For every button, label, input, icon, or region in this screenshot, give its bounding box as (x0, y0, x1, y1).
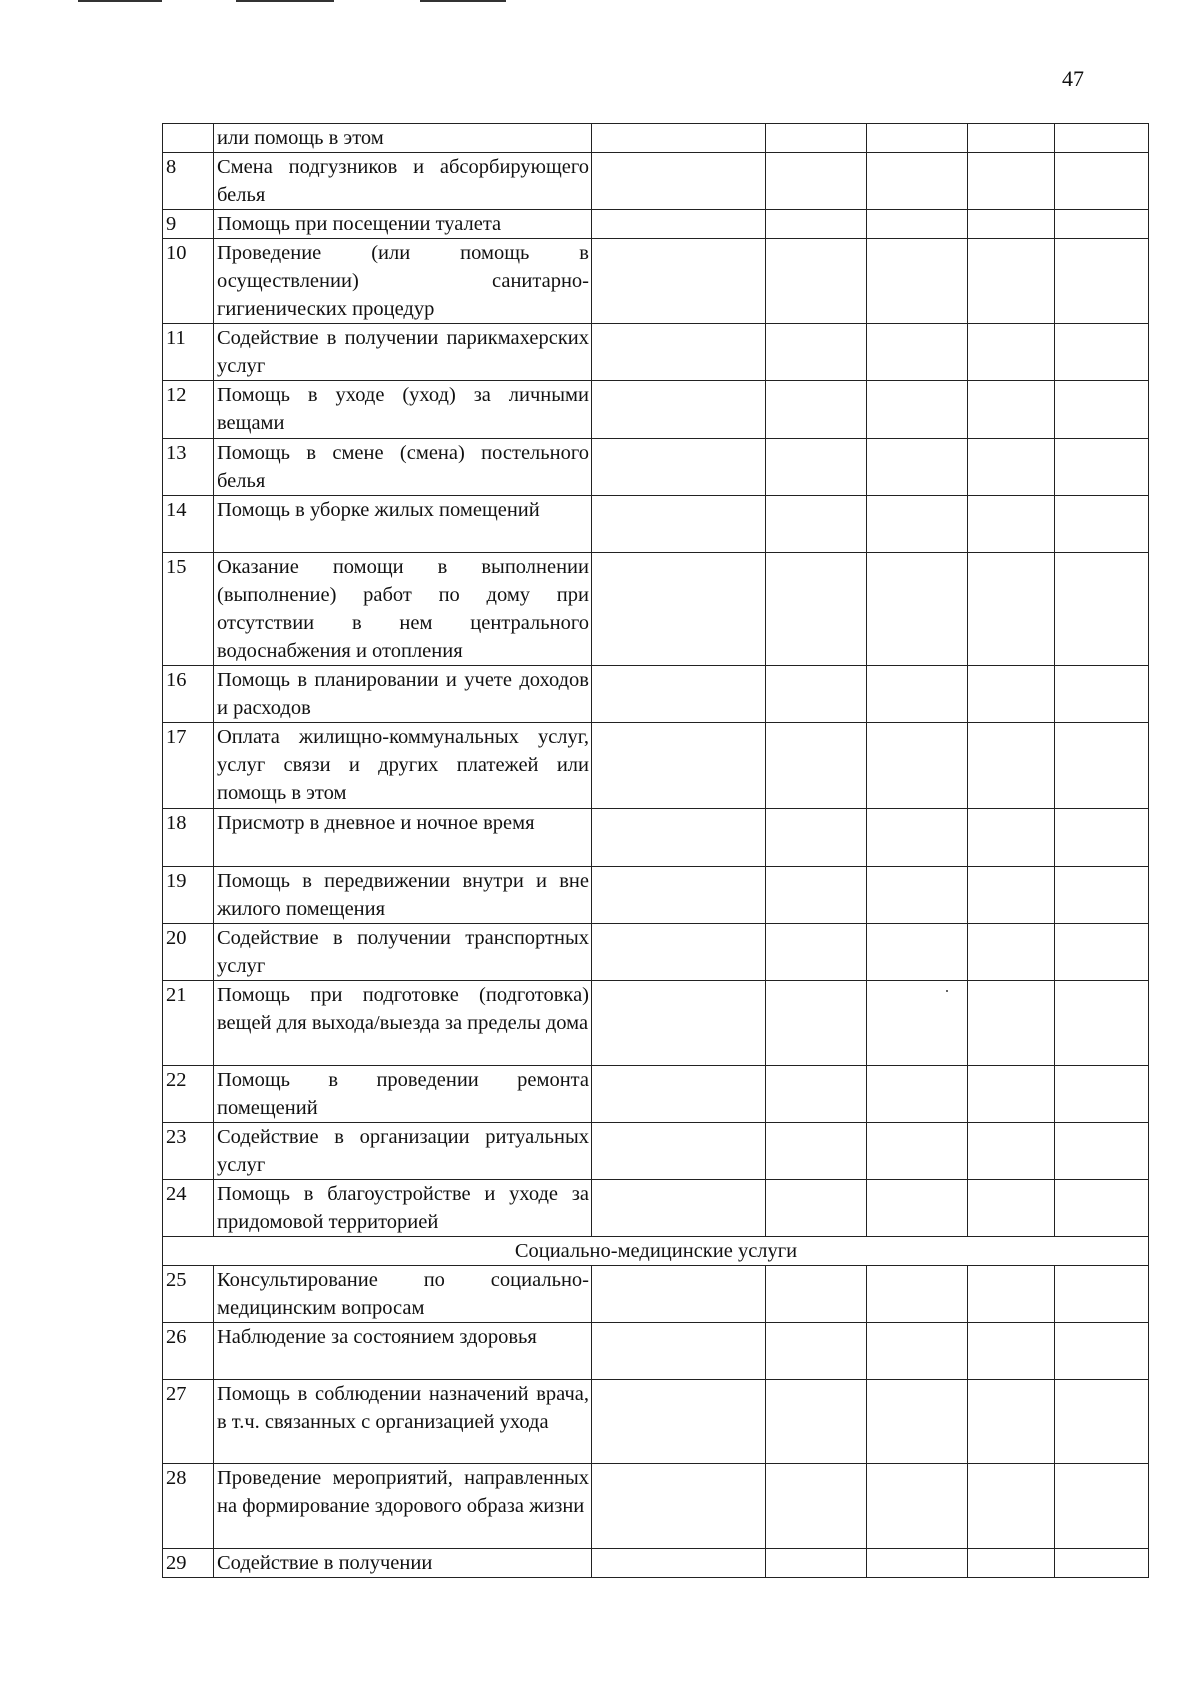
empty-cell (867, 1380, 968, 1464)
empty-cell (867, 1464, 968, 1549)
empty-cell (867, 924, 968, 981)
table-row (163, 210, 1149, 239)
empty-cell (592, 496, 766, 553)
table-row (163, 553, 1149, 666)
empty-cell (592, 1323, 766, 1380)
empty-cell (968, 239, 1055, 324)
empty-cell (867, 210, 968, 239)
empty-cell (1055, 1266, 1149, 1323)
empty-cell (592, 1180, 766, 1237)
empty-cell (592, 153, 766, 210)
empty-cell (1055, 1066, 1149, 1123)
scan-dot (946, 990, 948, 992)
empty-cell (968, 924, 1055, 981)
empty-cell (766, 1380, 867, 1464)
empty-cell (1055, 1549, 1149, 1578)
empty-cell (766, 496, 867, 553)
empty-cell (592, 867, 766, 924)
row-number: 25 (163, 1266, 214, 1323)
table-row (163, 1123, 1149, 1180)
empty-cell (1055, 809, 1149, 867)
empty-cell (968, 1123, 1055, 1180)
empty-cell (766, 666, 867, 723)
empty-cell (766, 1123, 867, 1180)
table-row (163, 723, 1149, 809)
empty-cell (592, 666, 766, 723)
service-description: Помощь при посещении туалета (214, 210, 592, 239)
service-description: Помощь в проведении ремонта помещений (214, 1066, 592, 1123)
empty-cell (592, 210, 766, 239)
empty-cell (592, 124, 766, 153)
row-number: 18 (163, 809, 214, 867)
service-description: Помощь в уборке жилых помещений (214, 496, 592, 553)
empty-cell (766, 1180, 867, 1237)
row-number: 14 (163, 496, 214, 553)
service-description: Содействие в получении (214, 1549, 592, 1578)
empty-cell (592, 239, 766, 324)
empty-cell (592, 723, 766, 809)
empty-cell (766, 1066, 867, 1123)
table-row (163, 1549, 1149, 1578)
empty-cell (1055, 153, 1149, 210)
empty-cell (867, 809, 968, 867)
empty-cell (766, 553, 867, 666)
table-row (163, 153, 1149, 210)
table-row (163, 1180, 1149, 1237)
row-number: 24 (163, 1180, 214, 1237)
empty-cell (592, 381, 766, 439)
empty-cell (968, 809, 1055, 867)
row-number: 28 (163, 1464, 214, 1549)
row-number: 26 (163, 1323, 214, 1380)
table-row (163, 124, 1149, 153)
empty-cell (766, 924, 867, 981)
empty-cell (592, 439, 766, 496)
service-description: Помощь в планировании и учете доходов и расходов (214, 666, 592, 723)
empty-cell (1055, 239, 1149, 324)
empty-cell (867, 1066, 968, 1123)
empty-cell (592, 324, 766, 381)
empty-cell (867, 1123, 968, 1180)
empty-cell (1055, 981, 1149, 1066)
empty-cell (592, 924, 766, 981)
empty-cell (766, 809, 867, 867)
empty-cell (1055, 553, 1149, 666)
empty-cell (766, 1549, 867, 1578)
empty-cell (968, 324, 1055, 381)
row-number: 16 (163, 666, 214, 723)
services-table (162, 123, 1149, 1578)
service-description: Консультирование по социально-медицинским вопросам (214, 1266, 592, 1323)
empty-cell (592, 1549, 766, 1578)
service-description: Содействие в получении транспортных услуг (214, 924, 592, 981)
table-row (163, 439, 1149, 496)
empty-cell (592, 1266, 766, 1323)
service-description: Проведение мероприятий, направленных на формирование здорового образа жизни (214, 1464, 592, 1549)
empty-cell (968, 1323, 1055, 1380)
empty-cell (867, 1323, 968, 1380)
empty-cell (766, 1266, 867, 1323)
empty-cell (968, 1549, 1055, 1578)
service-description: Помощь в соблюдении назначений врача, в т.ч. связанных с организацией ухода (214, 1380, 592, 1464)
row-number: 10 (163, 239, 214, 324)
empty-cell (1055, 439, 1149, 496)
empty-cell (968, 1266, 1055, 1323)
service-description: или помощь в этом (214, 124, 592, 153)
row-number: 8 (163, 153, 214, 210)
table-row (163, 239, 1149, 324)
service-description: Проведение (или помощь в осуществлении) санитарно-гигиенических процедур (214, 239, 592, 324)
empty-cell (1055, 666, 1149, 723)
table-row (163, 809, 1149, 867)
empty-cell (968, 439, 1055, 496)
service-description: Наблюдение за состоянием здоровья (214, 1323, 592, 1380)
row-number: 20 (163, 924, 214, 981)
row-number: 12 (163, 381, 214, 439)
table-row (163, 867, 1149, 924)
empty-cell (592, 553, 766, 666)
empty-cell (766, 1464, 867, 1549)
empty-cell (592, 1464, 766, 1549)
empty-cell (766, 210, 867, 239)
service-description: Присмотр в дневное и ночное время (214, 809, 592, 867)
section-header-row (163, 1237, 1149, 1266)
empty-cell (1055, 496, 1149, 553)
page-number: 47 (1062, 66, 1084, 91)
row-number: 29 (163, 1549, 214, 1578)
empty-cell (592, 1380, 766, 1464)
table-row (163, 381, 1149, 439)
empty-cell (1055, 324, 1149, 381)
service-description: Помощь в уходе (уход) за личными вещами (214, 381, 592, 439)
empty-cell (1055, 924, 1149, 981)
empty-cell (968, 666, 1055, 723)
table-row (163, 496, 1149, 553)
service-description: Оказание помощи в выполнении (выполнение) работ по дому при отсутствии в нем центрального водоснабжения и отопления (214, 553, 592, 666)
table-row (163, 666, 1149, 723)
empty-cell (867, 666, 968, 723)
empty-cell (1055, 1123, 1149, 1180)
empty-cell (766, 981, 867, 1066)
empty-cell (1055, 1380, 1149, 1464)
empty-cell (968, 210, 1055, 239)
empty-cell (867, 324, 968, 381)
empty-cell (968, 981, 1055, 1066)
row-number: 17 (163, 723, 214, 809)
table-row (163, 1380, 1149, 1464)
empty-cell (766, 324, 867, 381)
empty-cell (867, 381, 968, 439)
empty-cell (867, 867, 968, 924)
empty-cell (968, 1380, 1055, 1464)
table-row (163, 981, 1149, 1066)
empty-cell (1055, 1464, 1149, 1549)
row-number: 15 (163, 553, 214, 666)
empty-cell (968, 723, 1055, 809)
empty-cell (766, 124, 867, 153)
row-number: 22 (163, 1066, 214, 1123)
empty-cell (1055, 1180, 1149, 1237)
empty-cell (867, 496, 968, 553)
empty-cell (867, 153, 968, 210)
section-title: Социально-медицинские услуги (163, 1237, 1149, 1266)
table-row (163, 1266, 1149, 1323)
empty-cell (592, 809, 766, 867)
empty-cell (592, 1123, 766, 1180)
service-description: Смена подгузников и абсорбирующего белья (214, 153, 592, 210)
empty-cell (968, 1066, 1055, 1123)
table-row (163, 1464, 1149, 1549)
empty-cell (968, 496, 1055, 553)
empty-cell (867, 1266, 968, 1323)
empty-cell (867, 723, 968, 809)
empty-cell (867, 981, 968, 1066)
table-row (163, 924, 1149, 981)
service-description: Помощь в благоустройстве и уходе за придомовой территорией (214, 1180, 592, 1237)
empty-cell (968, 553, 1055, 666)
empty-cell (1055, 210, 1149, 239)
empty-cell (766, 153, 867, 210)
empty-cell (766, 439, 867, 496)
empty-cell (867, 1180, 968, 1237)
empty-cell (867, 1549, 968, 1578)
empty-cell (1055, 124, 1149, 153)
empty-cell (968, 124, 1055, 153)
table-row (163, 1323, 1149, 1380)
empty-cell (1055, 867, 1149, 924)
empty-cell (766, 867, 867, 924)
table-row (163, 324, 1149, 381)
empty-cell (968, 153, 1055, 210)
empty-cell (592, 981, 766, 1066)
empty-cell (968, 867, 1055, 924)
row-number: 19 (163, 867, 214, 924)
empty-cell (968, 1180, 1055, 1237)
service-description: Оплата жилищно-коммунальных услуг, услуг связи и других платежей или помощь в этом (214, 723, 592, 809)
row-number: 21 (163, 981, 214, 1066)
empty-cell (592, 1066, 766, 1123)
empty-cell (867, 553, 968, 666)
row-number: 13 (163, 439, 214, 496)
service-description: Помощь при подготовке (подготовка) вещей для выхода/выезда за пределы дома (214, 981, 592, 1066)
empty-cell (766, 1323, 867, 1380)
empty-cell (1055, 723, 1149, 809)
empty-cell (766, 723, 867, 809)
table-row (163, 1066, 1149, 1123)
row-number: 11 (163, 324, 214, 381)
empty-cell (867, 239, 968, 324)
empty-cell (968, 381, 1055, 439)
scan-top-marks (0, 0, 1200, 6)
empty-cell (867, 439, 968, 496)
table-body (163, 124, 1149, 1578)
row-number: 27 (163, 1380, 214, 1464)
empty-cell (1055, 1323, 1149, 1380)
row-number (163, 124, 214, 153)
row-number: 23 (163, 1123, 214, 1180)
empty-cell (1055, 381, 1149, 439)
row-number: 9 (163, 210, 214, 239)
service-description: Помощь в смене (смена) постельного белья (214, 439, 592, 496)
empty-cell (766, 239, 867, 324)
empty-cell (867, 124, 968, 153)
service-description: Помощь в передвижении внутри и вне жилого помещения (214, 867, 592, 924)
empty-cell (766, 381, 867, 439)
service-description: Содействие в получении парикмахерских услуг (214, 324, 592, 381)
service-description: Содействие в организации ритуальных услуг (214, 1123, 592, 1180)
empty-cell (968, 1464, 1055, 1549)
